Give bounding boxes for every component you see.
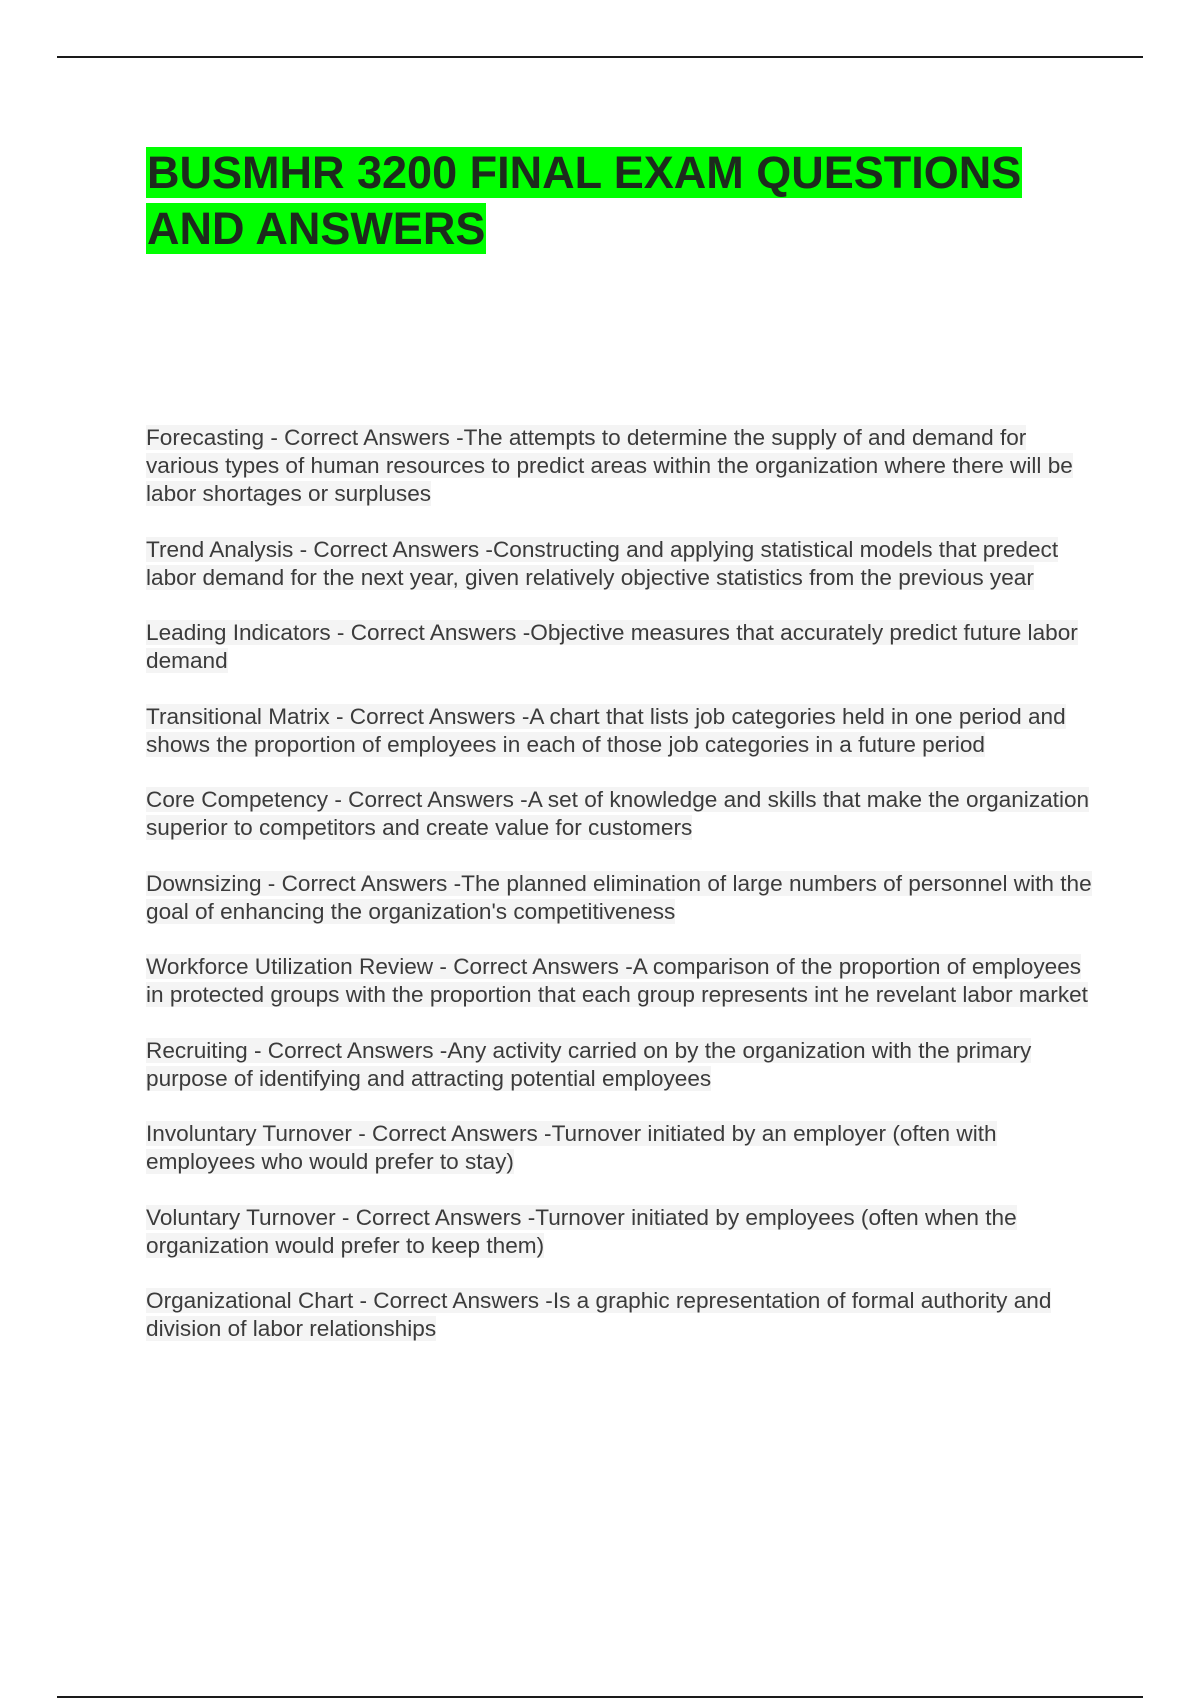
qa-item-workforce-utilization-review: Workforce Utilization Review - Correct Answers -A comparison of the proportion of employees in protected groups with the proportion that each group represents int he revelant labor market xyxy=(146,954,1088,1007)
top-rule xyxy=(57,56,1143,58)
qa-item-forecasting: Forecasting - Correct Answers -The attempts to determine the supply of and demand for various types of human resources to predict areas within the organization where there will be labor shortages or surpluses xyxy=(146,425,1073,506)
qa-item-core-competency: Core Competency - Correct Answers -A set of knowledge and skills that make the organization superior to competitors and create value for customers xyxy=(146,787,1090,840)
qa-item-organizational-chart: Organizational Chart - Correct Answers -Is a graphic representation of formal authority and division of labor relationships xyxy=(146,1288,1052,1341)
qa-item-trend-analysis: Trend Analysis - Correct Answers -Constructing and applying statistical models that predect labor demand for the next year, given relatively objective statistics from the previous year xyxy=(146,536,1059,590)
qa-item-leading-indicators: Leading Indicators - Correct Answers -Objective measures that accurately predict future labor demand xyxy=(146,620,1078,673)
qa-item-voluntary-turnover: Voluntary Turnover - Correct Answers -Turnover initiated by employees (often when the organization would prefer to keep them) xyxy=(146,1204,1017,1258)
page-title xyxy=(146,145,1086,257)
qa-item-recruiting: Recruiting - Correct Answers -Any activity carried on by the organization with the primary purpose of identifying and attracting potential employees xyxy=(146,1037,1032,1091)
qa-item-involuntary-turnover: Involuntary Turnover - Correct Answers -Turnover initiated by an employer (often with employees who would prefer to stay) xyxy=(146,1121,997,1174)
qa-item-transitional-matrix: Transitional Matrix - Correct Answers -A chart that lists job categories held in one period and shows the proportion of employees in each of those job categories in a future period xyxy=(146,703,1066,757)
qa-item-downsizing: Downsizing - Correct Answers -The planned elimination of large numbers of personnel with the goal of enhancing the organization's competitiveness xyxy=(146,870,1092,924)
page-title-text: BUSMHR 3200 FINAL EXAM QUESTIONS AND ANSWERS xyxy=(147,147,1022,254)
qa-list xyxy=(146,424,1096,1371)
bottom-rule xyxy=(57,1696,1143,1698)
